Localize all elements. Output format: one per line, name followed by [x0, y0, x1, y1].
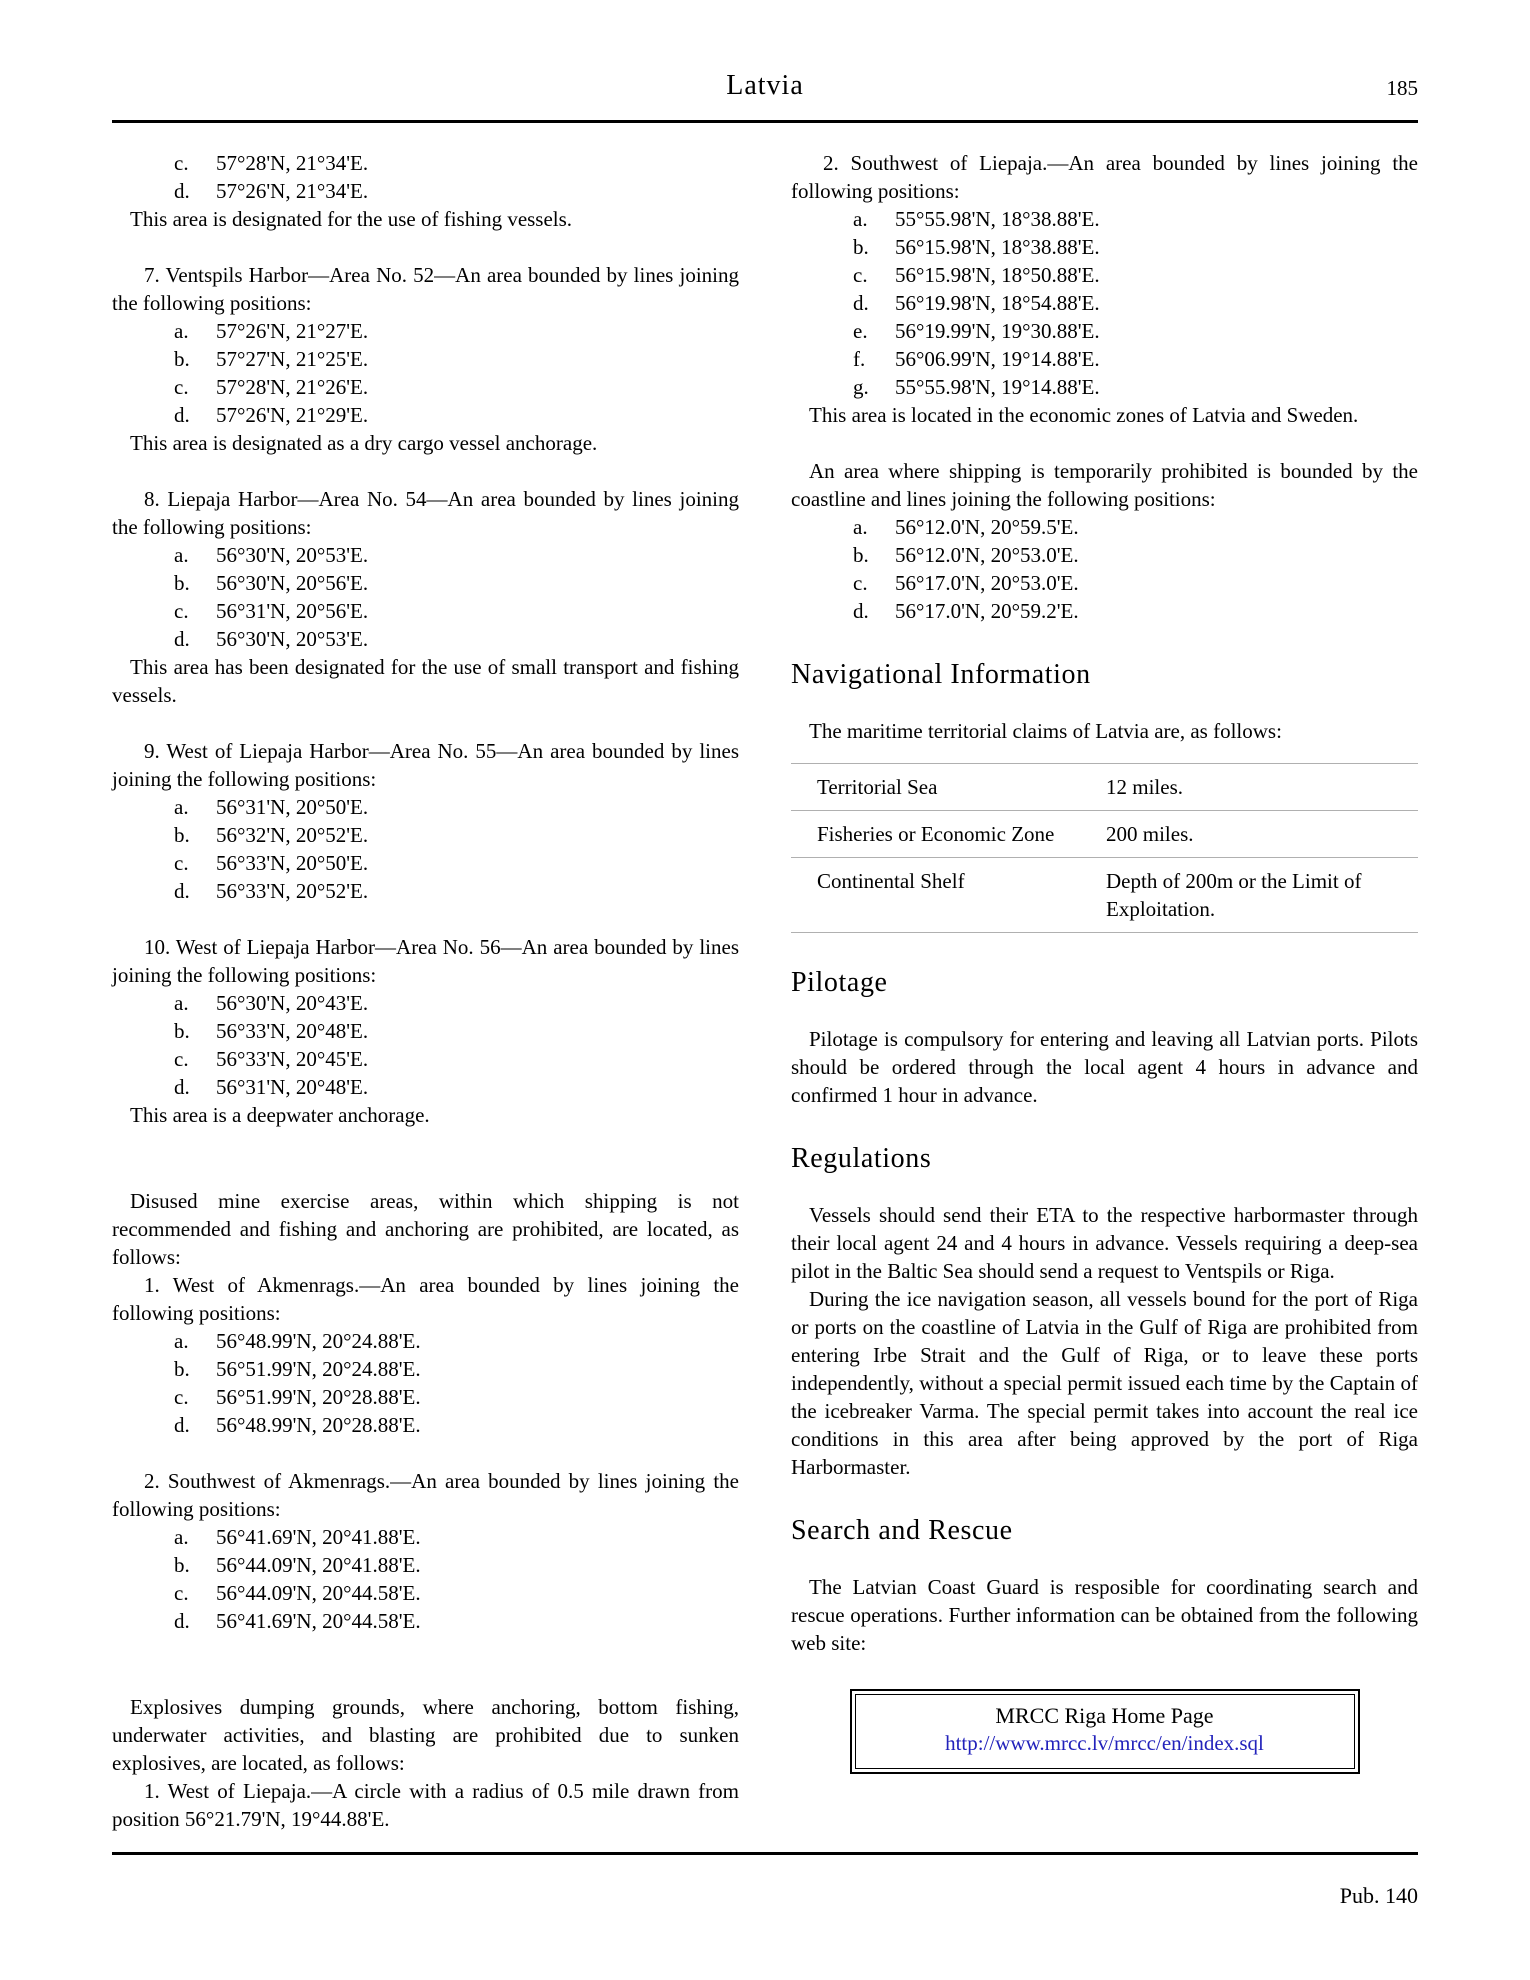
coordinate-item	[853, 289, 1418, 317]
coordinate-letter: b.	[174, 823, 190, 847]
page-footer	[112, 1852, 1418, 1909]
coordinate-item	[853, 233, 1418, 261]
coordinate-item	[174, 317, 739, 345]
coordinate-value: 56°33'N, 20°52'E.	[216, 879, 369, 903]
coordinate-letter: d.	[853, 599, 869, 623]
coordinate-list	[853, 205, 1418, 401]
paragraph: An area where shipping is temporarily prohibited is bounded by the coastline and lines joining the following positions:	[791, 459, 1418, 511]
left-column	[112, 149, 739, 1833]
coordinate-item	[174, 1355, 739, 1383]
coordinate-letter: e.	[853, 319, 868, 343]
coordinate-value: 56°48.99'N, 20°24.88'E.	[216, 1329, 421, 1353]
coordinate-letter: a.	[853, 515, 868, 539]
section-heading-search-and-rescue: Search and Rescue	[791, 1515, 1013, 1546]
paragraph: 1. West of Liepaja.—A circle with a radius of 0.5 mile drawn from position 56°21.79'N, 19°44.88'E.	[112, 1779, 739, 1831]
coordinate-value: 56°48.99'N, 20°28.88'E.	[216, 1413, 421, 1437]
section-heading-navigational-information: Navigational Information	[791, 659, 1091, 690]
coordinate-value: 55°55.98'N, 18°38.88'E.	[895, 207, 1100, 231]
coordinate-item	[174, 541, 739, 569]
claims-table-row	[791, 763, 1418, 810]
maritime-claims-table	[791, 763, 1418, 933]
paragraph: During the ice navigation season, all vessels bound for the port of Riga or ports on the coastline of Latvia in the Gulf of Riga are prohibited from entering Irbe Strait and the Gulf of Riga, or to leave these ports independently, without a special permit issued each time by the Captain of the icebreaker Varma. The special permit takes into account the real ice conditions in this area after being approved by the port of Riga Harbormaster.	[791, 1287, 1418, 1479]
coordinate-letter: c.	[174, 851, 189, 875]
coordinate-item	[174, 345, 739, 373]
coordinate-value: 56°30'N, 20°53'E.	[216, 627, 369, 651]
coordinate-value: 57°27'N, 21°25'E.	[216, 347, 369, 371]
coordinate-letter: f.	[853, 347, 866, 371]
coordinate-item	[174, 569, 739, 597]
coordinate-value: 56°41.69'N, 20°44.58'E.	[216, 1609, 421, 1633]
coordinate-value: 56°19.98'N, 18°54.88'E.	[895, 291, 1100, 315]
coordinate-letter: b.	[174, 1553, 190, 1577]
paragraph: 9. West of Liepaja Harbor—Area No. 55—An area bounded by lines joining the following positions:	[112, 739, 739, 791]
paragraph: Explosives dumping grounds, where anchoring, bottom fishing, underwater activities, and blasting are prohibited due to sunken explosives, are located, as follows:	[112, 1695, 739, 1775]
section-heading-pilotage: Pilotage	[791, 967, 888, 998]
footer-rule	[112, 1852, 1418, 1855]
claims-table-row	[791, 857, 1418, 932]
coordinate-item	[174, 597, 739, 625]
header-rule	[112, 120, 1418, 123]
paragraph: The maritime territorial claims of Latvia are, as follows:	[809, 719, 1282, 743]
paragraph: 1. West of Akmenrags.—An area bounded by lines joining the following positions:	[112, 1273, 739, 1325]
paragraph: This area is designated for the use of fishing vessels.	[130, 207, 573, 231]
coordinate-letter: c.	[174, 1385, 189, 1409]
content-columns	[112, 149, 1418, 1833]
coordinate-letter: b.	[174, 347, 190, 371]
coordinate-value: 56°12.0'N, 20°53.0'E.	[895, 543, 1079, 567]
coordinate-item	[853, 513, 1418, 541]
coordinate-letter: c.	[174, 1047, 189, 1071]
coordinate-item	[174, 1551, 739, 1579]
coordinate-list	[174, 317, 739, 429]
coordinate-item	[174, 149, 739, 177]
claims-row-value: 200 miles.	[1106, 822, 1194, 846]
coordinate-item	[174, 849, 739, 877]
coordinate-item	[853, 541, 1418, 569]
coordinate-value: 57°28'N, 21°26'E.	[216, 375, 369, 399]
coordinate-value: 56°12.0'N, 20°59.5'E.	[895, 515, 1079, 539]
coordinate-letter: a.	[174, 543, 189, 567]
coordinate-item	[174, 821, 739, 849]
paragraph: Pilotage is compulsory for entering and leaving all Latvian ports. Pilots should be ordered through the local agent 4 hours in advance and confirmed 1 hour in advance.	[791, 1027, 1418, 1107]
coordinate-letter: d.	[174, 1609, 190, 1633]
coordinate-letter: d.	[853, 291, 869, 315]
coordinate-value: 56°31'N, 20°56'E.	[216, 599, 369, 623]
claims-row-value: 12 miles.	[1106, 775, 1183, 799]
claims-row-value: Depth of 200m or the Limit of Exploitation.	[1106, 869, 1362, 921]
coordinate-item	[174, 177, 739, 205]
coordinate-letter: b.	[174, 1357, 190, 1381]
coordinate-value: 56°30'N, 20°56'E.	[216, 571, 369, 595]
coordinate-value: 56°51.99'N, 20°28.88'E.	[216, 1385, 421, 1409]
coordinate-value: 57°26'N, 21°27'E.	[216, 319, 369, 343]
coordinate-letter: a.	[853, 207, 868, 231]
web-box-title: MRCC Riga Home Page	[995, 1703, 1214, 1728]
section-heading-regulations: Regulations	[791, 1143, 932, 1174]
page-title: Latvia	[726, 70, 804, 101]
coordinate-letter: b.	[174, 1019, 190, 1043]
coordinate-list	[174, 149, 739, 205]
coordinate-letter: c.	[853, 263, 868, 287]
coordinate-item	[853, 569, 1418, 597]
coordinate-letter: d.	[174, 627, 190, 651]
coordinate-value: 56°19.99'N, 19°30.88'E.	[895, 319, 1100, 343]
paragraph: This area is designated as a dry cargo vessel anchorage.	[130, 431, 598, 455]
paragraph: 8. Liepaja Harbor—Area No. 54—An area bounded by lines joining the following positions:	[112, 487, 739, 539]
web-link-box	[850, 1689, 1360, 1774]
coordinate-value: 56°44.09'N, 20°44.58'E.	[216, 1581, 421, 1605]
coordinate-list	[853, 513, 1418, 625]
coordinate-letter: c.	[853, 571, 868, 595]
coordinate-item	[174, 373, 739, 401]
coordinate-letter: a.	[174, 319, 189, 343]
coordinate-value: 56°51.99'N, 20°24.88'E.	[216, 1357, 421, 1381]
coordinate-item	[853, 205, 1418, 233]
coordinate-item	[853, 597, 1418, 625]
claims-row-label: Continental Shelf	[817, 869, 965, 893]
coordinate-letter: g.	[853, 375, 869, 399]
coordinate-item	[174, 1045, 739, 1073]
coordinate-value: 56°31'N, 20°50'E.	[216, 795, 369, 819]
coordinate-value: 56°33'N, 20°48'E.	[216, 1019, 369, 1043]
paragraph: 7. Ventspils Harbor—Area No. 52—An area bounded by lines joining the following positions:	[112, 263, 739, 315]
coordinate-value: 56°15.98'N, 18°38.88'E.	[895, 235, 1100, 259]
paragraph: Disused mine exercise areas, within which shipping is not recommended and fishing and anchoring are prohibited, are located, as follows:	[112, 1189, 739, 1269]
coordinate-item	[853, 345, 1418, 373]
right-column	[791, 149, 1418, 1833]
coordinate-letter: a.	[174, 1329, 189, 1353]
coordinate-list	[174, 989, 739, 1101]
coordinate-list	[174, 1523, 739, 1635]
claims-row-label: Territorial Sea	[817, 775, 938, 799]
coordinate-value: 56°15.98'N, 18°50.88'E.	[895, 263, 1100, 287]
coordinate-letter: d.	[174, 1413, 190, 1437]
coordinate-item	[174, 793, 739, 821]
coordinate-letter: d.	[174, 879, 190, 903]
coordinate-letter: d.	[174, 403, 190, 427]
coordinate-value: 56°31'N, 20°48'E.	[216, 1075, 369, 1099]
coordinate-item	[174, 1383, 739, 1411]
coordinate-value: 56°30'N, 20°43'E.	[216, 991, 369, 1015]
coordinate-item	[174, 625, 739, 653]
coordinate-value: 56°32'N, 20°52'E.	[216, 823, 369, 847]
coordinate-value: 56°17.0'N, 20°53.0'E.	[895, 571, 1079, 595]
coordinate-letter: b.	[174, 571, 190, 595]
coordinate-letter: b.	[853, 543, 869, 567]
coordinate-value: 56°30'N, 20°53'E.	[216, 543, 369, 567]
coordinate-list	[174, 793, 739, 905]
coordinate-item	[174, 401, 739, 429]
page-header	[112, 70, 1418, 106]
coordinate-item	[174, 989, 739, 1017]
coordinate-value: 56°06.99'N, 19°14.88'E.	[895, 347, 1100, 371]
coordinate-list	[174, 1327, 739, 1439]
coordinate-value: 56°33'N, 20°50'E.	[216, 851, 369, 875]
page-number: 185	[1386, 76, 1418, 100]
coordinate-item	[853, 317, 1418, 345]
paragraph: 10. West of Liepaja Harbor—Area No. 56—An area bounded by lines joining the following positions:	[112, 935, 739, 987]
paragraph: The Latvian Coast Guard is resposible for coordinating search and rescue operations. Further information can be obtained from the following web site:	[791, 1575, 1418, 1655]
coordinate-item	[174, 1327, 739, 1355]
claims-table-row	[791, 810, 1418, 857]
paragraph: Vessels should send their ETA to the respective harbormaster through their local agent 24 and 4 hours in advance. Vessels requiring a deep-sea pilot in the Baltic Sea should send a request to Ventspils or Riga.	[791, 1203, 1418, 1283]
coordinate-list	[174, 541, 739, 653]
coordinate-letter: b.	[853, 235, 869, 259]
web-box-link[interactable]: http://www.mrcc.lv/mrcc/en/index.sql	[945, 1731, 1264, 1755]
coordinate-letter: c.	[174, 599, 189, 623]
coordinate-item	[174, 1523, 739, 1551]
paragraph: This area has been designated for the use of small transport and fishing vessels.	[112, 655, 739, 707]
coordinate-item	[174, 1017, 739, 1045]
coordinate-value: 57°28'N, 21°34'E.	[216, 151, 369, 175]
coordinate-item	[174, 1607, 739, 1635]
coordinate-letter: c.	[174, 375, 189, 399]
coordinate-value: 57°26'N, 21°34'E.	[216, 179, 369, 203]
web-link-box-inner	[855, 1694, 1355, 1769]
coordinate-letter: d.	[174, 1075, 190, 1099]
coordinate-letter: a.	[174, 991, 189, 1015]
coordinate-letter: a.	[174, 1525, 189, 1549]
coordinate-value: 57°26'N, 21°29'E.	[216, 403, 369, 427]
coordinate-item	[174, 1579, 739, 1607]
coordinate-item	[853, 373, 1418, 401]
paragraph: This area is located in the economic zones of Latvia and Sweden.	[809, 403, 1359, 427]
claims-row-label: Fisheries or Economic Zone	[817, 822, 1055, 846]
paragraph: This area is a deepwater anchorage.	[130, 1103, 430, 1127]
coordinate-letter: d.	[174, 179, 190, 203]
coordinate-value: 56°33'N, 20°45'E.	[216, 1047, 369, 1071]
coordinate-value: 56°41.69'N, 20°41.88'E.	[216, 1525, 421, 1549]
coordinate-letter: c.	[174, 151, 189, 175]
coordinate-letter: c.	[174, 1581, 189, 1605]
coordinate-item	[174, 1411, 739, 1439]
coordinate-item	[853, 261, 1418, 289]
coordinate-item	[174, 877, 739, 905]
publication-number: Pub. 140	[1339, 1883, 1418, 1908]
coordinate-value: 55°55.98'N, 19°14.88'E.	[895, 375, 1100, 399]
coordinate-value: 56°44.09'N, 20°41.88'E.	[216, 1553, 421, 1577]
coordinate-value: 56°17.0'N, 20°59.2'E.	[895, 599, 1079, 623]
coordinate-item	[174, 1073, 739, 1101]
coordinate-letter: a.	[174, 795, 189, 819]
paragraph: 2. Southwest of Akmenrags.—An area bounded by lines joining the following positions:	[112, 1469, 739, 1521]
paragraph: 2. Southwest of Liepaja.—An area bounded by lines joining the following positions:	[791, 151, 1418, 203]
